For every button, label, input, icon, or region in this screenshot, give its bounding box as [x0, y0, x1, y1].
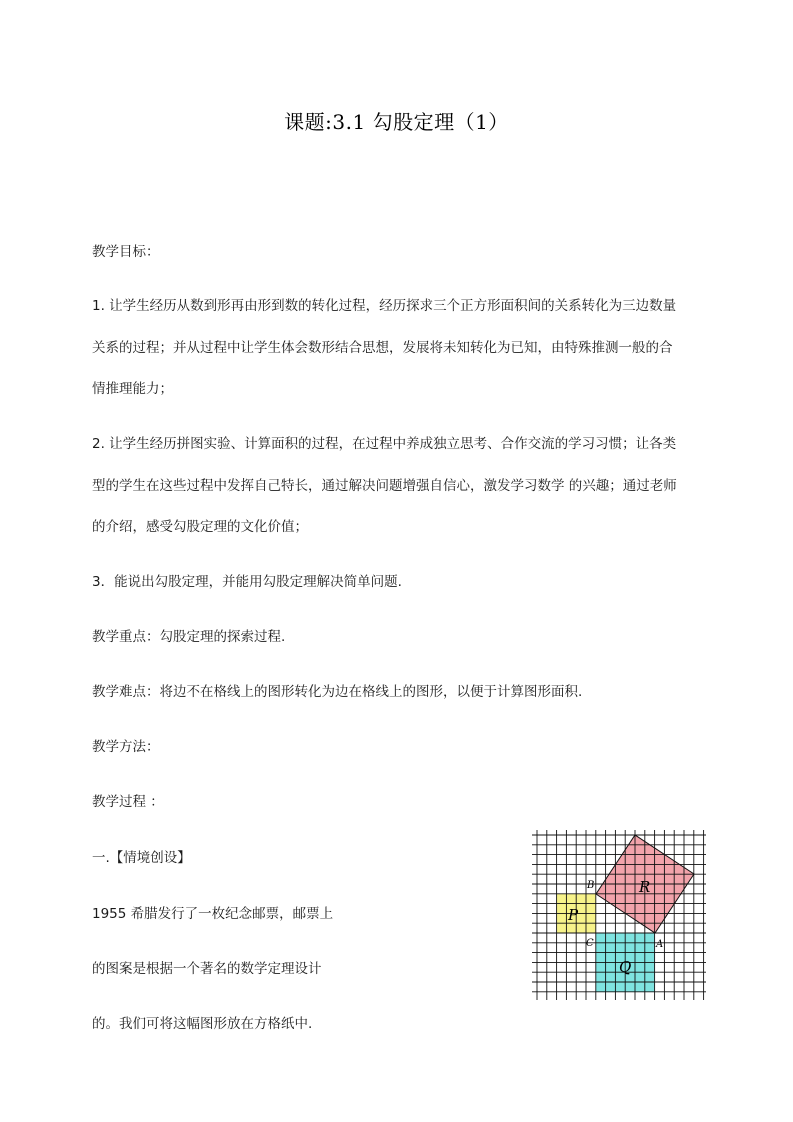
- stamp-paragraph-line-2: 的图案是根据一个著名的数学定理设计: [92, 961, 322, 977]
- label-p: P: [568, 906, 579, 924]
- stamp-paragraph-line-1: 1955 希腊发行了一枚纪念邮票，邮票上: [92, 906, 334, 922]
- label-a: A: [656, 939, 664, 950]
- grid-figure-svg: [532, 830, 706, 1000]
- difficult-point: 教学难点：将边不在格线上的图形转化为边在格线上的图形，以便于计算图形面积.: [92, 684, 583, 700]
- objective-1-line-2: 关系的过程；并从过程中让学生体会数形结合思想，发展将未知转化为已知，由特殊推测一般的合: [92, 340, 673, 356]
- label-q: Q: [619, 958, 632, 976]
- section-heading: 一.【情境创设】: [92, 850, 191, 866]
- key-point: 教学重点：勾股定理的探索过程.: [92, 629, 286, 645]
- objective-1-line-1: 1. 让学生经历从数到形再由形到数的转化过程，经历探求三个正方形面积间的关系转化为三边数量: [92, 298, 677, 314]
- page-title: 课题:3.1 勾股定理（1）: [284, 110, 509, 134]
- objectives-heading: 教学目标：: [92, 244, 160, 260]
- label-b: B: [587, 880, 595, 891]
- teaching-method: 教学方法：: [92, 739, 160, 755]
- teaching-process: 教学过程 ：: [92, 794, 164, 810]
- objective-2-line-2: 型的学生在这些过程中发挥自己特长，通过解决问题增强自信心，激发学习数学 的兴趣；通过老师: [92, 478, 677, 494]
- objective-1-line-3: 情推理能力；: [92, 381, 173, 397]
- label-r: R: [639, 878, 651, 896]
- pythagoras-grid-figure: [532, 830, 706, 1000]
- objective-2-line-3: 的介绍，感受勾股定理的文化价值；: [92, 519, 308, 535]
- objective-2-line-1: 2. 让学生经历拼图实验、计算面积的过程，在过程中养成独立思考、合作交流的学习习惯；让各类: [92, 436, 677, 452]
- objective-3: 3．能说出勾股定理，并能用勾股定理解决简单问题.: [92, 574, 402, 590]
- label-c: C: [586, 938, 594, 949]
- stamp-paragraph-line-3: 的。我们可将这幅图形放在方格纸中.: [92, 1016, 313, 1032]
